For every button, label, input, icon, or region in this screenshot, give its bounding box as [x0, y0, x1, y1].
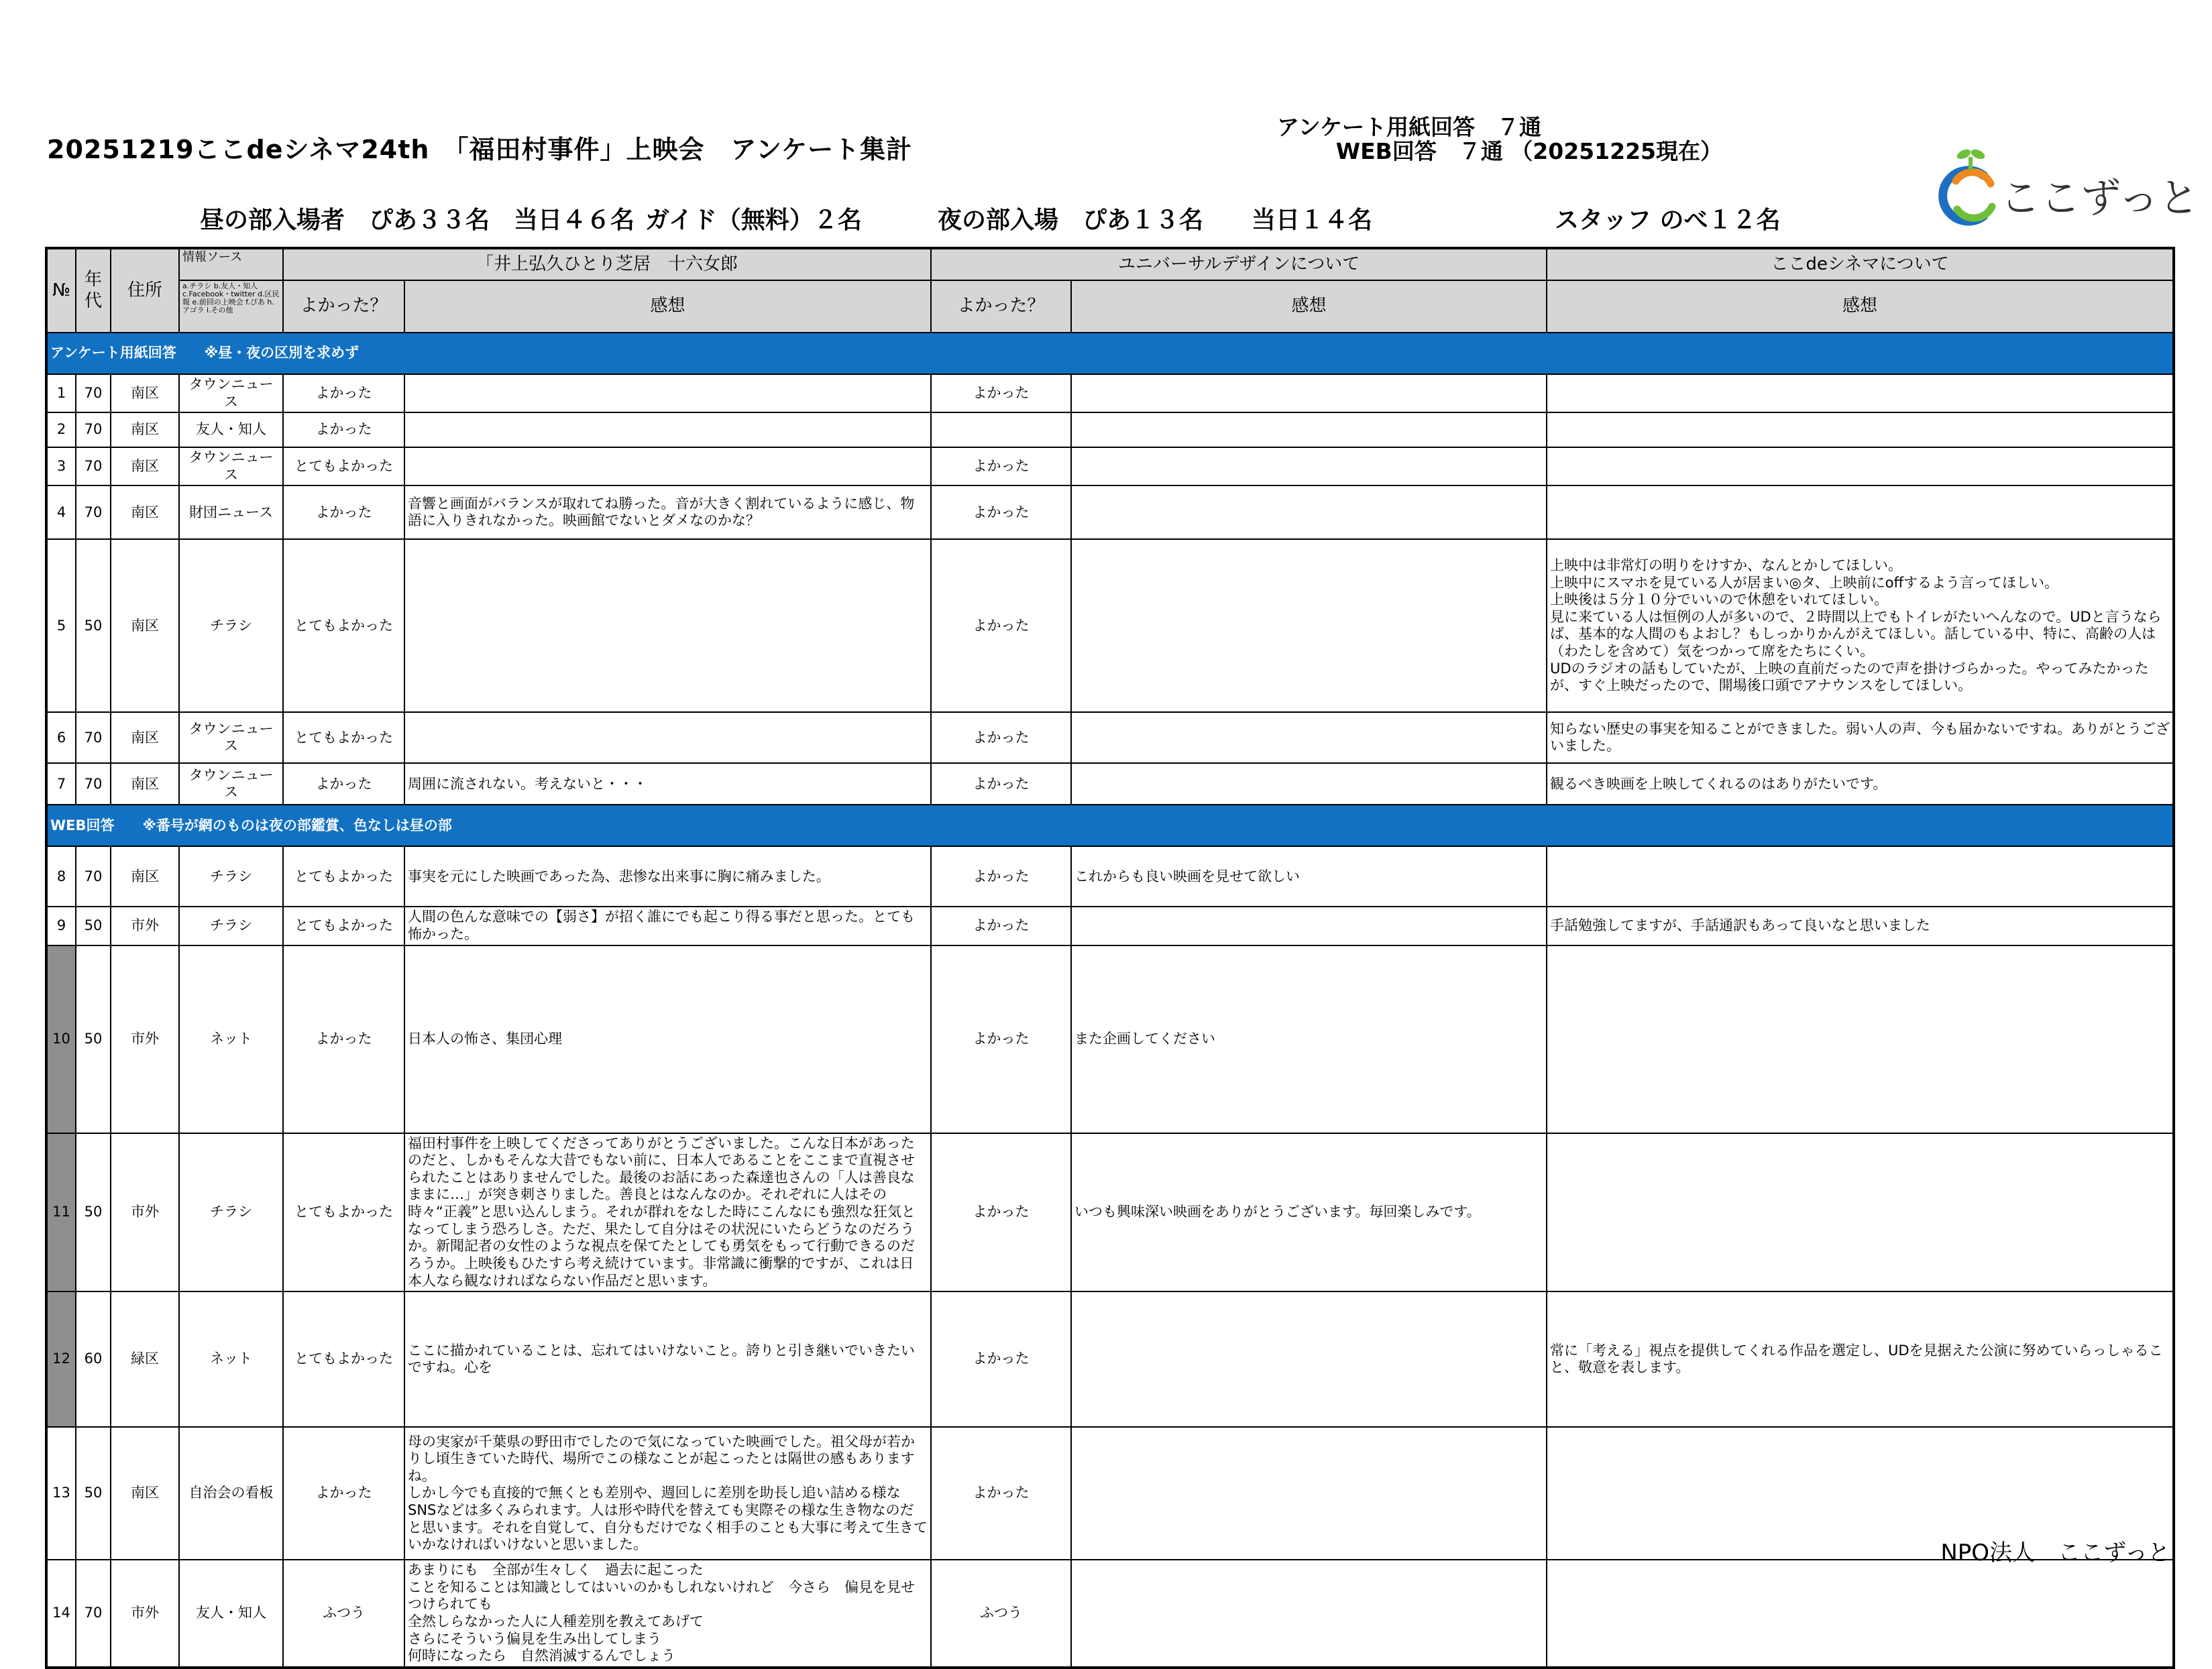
staff-count: スタッフ のべ１２名: [1555, 207, 1781, 234]
row-source: タウンニュース: [179, 374, 283, 412]
paper-response-count: アンケート用紙回答 ７通: [1276, 114, 1541, 140]
row-ud-good: よかった: [931, 945, 1071, 1133]
table-row: [46, 485, 2174, 539]
ud-group-header: ユニバーサルデザインについて: [931, 248, 1547, 280]
row-film-good: ふつう: [283, 1560, 404, 1668]
row-address: 南区: [111, 412, 179, 447]
row-ud-good: [931, 412, 1071, 447]
row-ud-good: よかった: [931, 1291, 1071, 1427]
table-row: [46, 712, 2174, 763]
row-kokode-comment: 上映中は非常灯の明りをけすか、なんとかしてほしい。 上映中にスマホを見ている人が居まい◎タ、上映前にoffするよう言ってほしい。 上映後は５分１０分でいいので休憩をいれてほしい。 見に来ている人は恒例の人が多いので、２時間以上でもトイレがたいへんなので。UDと言うならば、基本的な人間のもよおし？もしっかりかんがえてほしい。話している中、特に、高齢の人は（わたしを含めて）気をつかって席をたちにくい。 UDのラジオの話もしていたが、上映の直前だったので声を掛けづらかった。やってみたかったが、すぐ上映だったので、開場後口頭でアナウンスをしてほしい。: [1547, 539, 2174, 712]
row-address: 南区: [111, 374, 179, 412]
film-good-header: よかった？: [283, 280, 404, 333]
row-ud-good: よかった: [931, 1427, 1071, 1560]
row-film-good: よかった: [283, 485, 404, 539]
row-address: 緑区: [111, 1291, 179, 1427]
row-film-good: とてもよかった: [283, 539, 404, 712]
row-no: 11: [46, 1133, 76, 1291]
row-address: 南区: [111, 846, 179, 907]
row-address: 南区: [111, 763, 179, 805]
row-no: 2: [46, 412, 76, 447]
web-response-count: WEB回答 ７通 （20251225現在）: [1335, 138, 1722, 164]
row-ud-comment: いつも興味深い映画をありがとうございます。毎回楽しみです。: [1071, 1133, 1547, 1291]
row-no: 6: [46, 712, 76, 763]
row-kokode-comment: [1547, 1560, 2174, 1668]
table-row: [46, 539, 2174, 712]
page-title: 20251219ここdeシネマ24th 「福田村事件」上映会 アンケート集計: [47, 135, 913, 164]
ud-good-header: よかった？: [931, 280, 1071, 333]
row-ud-comment: [1071, 907, 1547, 945]
table-row: [46, 945, 2174, 1133]
source-options-legend: a.チラシ b.友人・知人 c.Facebook・twitter d.区民報 e.前回の上映会 f.ぴあ h.アゴラ i.その他: [182, 282, 280, 315]
row-address: 南区: [111, 539, 179, 712]
row-source: タウンニュース: [179, 447, 283, 485]
row-address: 市外: [111, 907, 179, 945]
row-film-comment: 福田村事件を上映してくださってありがとうございました。こんな日本があったのだと、しかもそんな大昔でもない前に、日本人であることをここまで直視させられたことはありませんでした。最後のお話にあった森達也さんの「人は善良なままに…」が突き刺さりました。善良とはなんなのか。それぞれに人はその時々“正義”と思い込んしまう。それが群れをなした時にこんなにも強烈な狂気となってしまう恐ろしさ。ただ、果たして自分はその状況にいたらどうなのだろうか。新聞記者の女性のような視点を保てたとしても勇気をもって行動できるのだろうか。上映後もひたすら考え続けています。非常識に衝撃的ですが、これは日本人なら観なければならない作品だと思います。: [404, 1133, 931, 1291]
row-age: 70: [76, 412, 111, 447]
row-film-comment: ここに描かれていることは、忘れてはいけないこと。誇りと引き継いでいきたいですね。心を: [404, 1291, 931, 1427]
row-film-good: よかった: [283, 945, 404, 1133]
section-label: WEB回答 ※番号が網のものは夜の部鑑賞、色なしは昼の部: [46, 805, 2174, 846]
row-age: 70: [76, 763, 111, 805]
row-film-comment: [404, 712, 931, 763]
row-age: 70: [76, 846, 111, 907]
row-no: 7: [46, 763, 76, 805]
row-source: ネット: [179, 1291, 283, 1427]
row-source: 財団ニュース: [179, 485, 283, 539]
row-ud-good: よかった: [931, 447, 1071, 485]
row-ud-comment: [1071, 1427, 1547, 1560]
film-impression-header: 感想: [404, 280, 931, 333]
table-row: [46, 846, 2174, 907]
row-age: 70: [76, 712, 111, 763]
col-address-header: 住所: [111, 248, 179, 333]
row-age: 50: [76, 1427, 111, 1560]
row-address: 市外: [111, 945, 179, 1133]
row-film-comment: 人間の色んな意味での【弱さ】が招く誰にでも起こり得る事だと思った。とても怖かった。: [404, 907, 931, 945]
row-film-good: とてもよかった: [283, 846, 404, 907]
row-ud-good: よかった: [931, 846, 1071, 907]
row-age: 70: [76, 1560, 111, 1668]
survey-table: [45, 247, 2175, 1669]
row-address: 南区: [111, 447, 179, 485]
film-group-header: 「井上弘久ひとり芝居 十六女郎: [283, 248, 931, 280]
row-kokode-comment: [1547, 945, 2174, 1133]
row-film-good: とてもよかった: [283, 1133, 404, 1291]
row-age: 50: [76, 1133, 111, 1291]
row-source: 自治会の看板: [179, 1427, 283, 1560]
section-header-row: [46, 805, 2174, 846]
row-film-comment: [404, 412, 931, 447]
row-ud-comment: これからも良い映画を見せて欲しい: [1071, 846, 1547, 907]
row-film-comment: 事実を元にした映画であった為、悲惨な出来事に胸に痛みました。: [404, 846, 931, 907]
row-source: チラシ: [179, 539, 283, 712]
row-source: 友人・知人: [179, 412, 283, 447]
row-address: 市外: [111, 1133, 179, 1291]
row-ud-comment: [1071, 485, 1547, 539]
footer-organization: NPO法人 ここずっと: [1940, 1540, 2170, 1566]
row-no: 12: [46, 1291, 76, 1427]
row-film-good: とてもよかった: [283, 907, 404, 945]
row-source: チラシ: [179, 846, 283, 907]
row-ud-comment: [1071, 712, 1547, 763]
row-age: 50: [76, 539, 111, 712]
row-ud-comment: [1071, 1560, 1547, 1668]
row-ud-comment: [1071, 1291, 1547, 1427]
row-ud-good: よかった: [931, 712, 1071, 763]
row-source: チラシ: [179, 1133, 283, 1291]
table-row: [46, 1291, 2174, 1427]
row-ud-good: よかった: [931, 907, 1071, 945]
row-film-good: とてもよかった: [283, 1291, 404, 1427]
row-film-good: よかった: [283, 412, 404, 447]
table-row: [46, 447, 2174, 485]
row-no: 9: [46, 907, 76, 945]
section-header-row: [46, 333, 2174, 374]
row-film-good: よかった: [283, 374, 404, 412]
row-source: タウンニュース: [179, 763, 283, 805]
row-no: 10: [46, 945, 76, 1133]
logo-text: ここずっと: [2000, 175, 2199, 222]
row-ud-good: よかった: [931, 539, 1071, 712]
row-film-good: とてもよかった: [283, 712, 404, 763]
kokode-group-header: ここdeシネマについて: [1547, 248, 2174, 280]
row-film-comment: 音響と画面がバランスが取れてね勝った。音が大きく割れているように感じ、物語に入りきれなかった。映画館でないとダメなのかな？: [404, 485, 931, 539]
row-ud-comment: [1071, 374, 1547, 412]
row-address: 南区: [111, 1427, 179, 1560]
row-address: 市外: [111, 1560, 179, 1668]
row-source: 友人・知人: [179, 1560, 283, 1668]
row-age: 60: [76, 1291, 111, 1427]
row-kokode-comment: [1547, 485, 2174, 539]
table-row: [46, 907, 2174, 945]
row-age: 50: [76, 907, 111, 945]
row-ud-comment: [1071, 539, 1547, 712]
table-row: [46, 1427, 2174, 1560]
col-age-header: 年代: [76, 248, 111, 333]
row-kokode-comment: 観るべき映画を上映してくれるのはありがたいです。: [1547, 763, 2174, 805]
row-ud-good: よかった: [931, 763, 1071, 805]
row-kokode-comment: [1547, 412, 2174, 447]
row-source: ネット: [179, 945, 283, 1133]
row-source: チラシ: [179, 907, 283, 945]
guide-attendance: ガイド（無料）２名: [645, 207, 862, 234]
row-film-comment: [404, 539, 931, 712]
row-kokode-comment: 常に「考える」視点を提供してくれる作品を選定し、UDを見据えた公演に努めていらっしゃること、敬意を表します。: [1547, 1291, 2174, 1427]
row-age: 50: [76, 945, 111, 1133]
row-ud-comment: [1071, 763, 1547, 805]
row-film-good: とてもよかった: [283, 447, 404, 485]
table-row: [46, 374, 2174, 412]
row-age: 70: [76, 485, 111, 539]
row-no: 5: [46, 539, 76, 712]
col-no-header: №: [46, 248, 76, 333]
logo: [1917, 142, 2199, 236]
row-film-good: よかった: [283, 763, 404, 805]
row-ud-good: よかった: [931, 374, 1071, 412]
table-row: [46, 1560, 2174, 1668]
table-row: [46, 763, 2174, 805]
day-attendance: 昼の部入場者 ぴあ３３名 当日４６名: [200, 207, 635, 234]
row-film-comment: 周囲に流されない。考えないと・・・: [404, 763, 931, 805]
table-row: [46, 1133, 2174, 1291]
row-no: 14: [46, 1560, 76, 1668]
row-film-comment: あまりにも 全部が生々しく 過去に起こった ことを知ることは知識としてはいいのかもしれないけれど 今さら 偏見を見せつけられても 全然しらなかった人に人種差別を教えてあげて さらにそういう偏見を生み出してしまう 何時になったら 自然消滅するんでしょう: [404, 1560, 931, 1668]
row-ud-comment: [1071, 412, 1547, 447]
row-film-comment: [404, 374, 931, 412]
row-ud-good: ふつう: [931, 1560, 1071, 1668]
row-film-comment: 母の実家が千葉県の野田市でしたので気になっていた映画でした。祖父母が若かりし頃生きていた時代、場所でこの様なことが起こったとは隔世の感もありますね。 しかし今でも直接的で無くとも差別や、週回しに差別を助長し追い詰める様なSNSなどは多くみられます。人は形や時代を替えても実際その様な生き物なのだと思います。それを自覚して、自分もだけでなく相手のことも大事に考えて生きていかなければいけないと思いました。: [404, 1427, 931, 1560]
row-no: 3: [46, 447, 76, 485]
row-kokode-comment: [1547, 447, 2174, 485]
row-ud-good: よかった: [931, 1133, 1071, 1291]
row-ud-good: よかった: [931, 485, 1071, 539]
row-kokode-comment: 手話勉強してますが、手話通訳もあって良いなと思いました: [1547, 907, 2174, 945]
night-attendance: 夜の部入場 ぴあ１３名 当日１４名: [938, 207, 1373, 234]
row-film-good: よかった: [283, 1427, 404, 1560]
col-source-header: 情報ソース: [179, 248, 283, 280]
row-no: 8: [46, 846, 76, 907]
row-no: 4: [46, 485, 76, 539]
row-kokode-comment: [1547, 1133, 2174, 1291]
row-address: 南区: [111, 485, 179, 539]
kokode-impression-header: 感想: [1547, 280, 2174, 333]
row-no: 13: [46, 1427, 76, 1560]
row-film-comment: 日本人の怖さ、集団心理: [404, 945, 931, 1133]
row-ud-comment: [1071, 447, 1547, 485]
row-no: 1: [46, 374, 76, 412]
row-film-comment: [404, 447, 931, 485]
row-address: 南区: [111, 712, 179, 763]
section-label: アンケート用紙回答 ※昼・夜の区別を求めず: [46, 333, 2174, 374]
row-kokode-comment: 知らない歴史の事実を知ることができました。弱い人の声、今も届かないですね。ありがとうございました。: [1547, 712, 2174, 763]
ud-impression-header: 感想: [1071, 280, 1547, 333]
row-kokode-comment: [1547, 846, 2174, 907]
row-kokode-comment: [1547, 374, 2174, 412]
table-row: [46, 412, 2174, 447]
row-age: 70: [76, 447, 111, 485]
row-ud-comment: また企画してください: [1071, 945, 1547, 1133]
row-age: 70: [76, 374, 111, 412]
row-source: タウンニュース: [179, 712, 283, 763]
